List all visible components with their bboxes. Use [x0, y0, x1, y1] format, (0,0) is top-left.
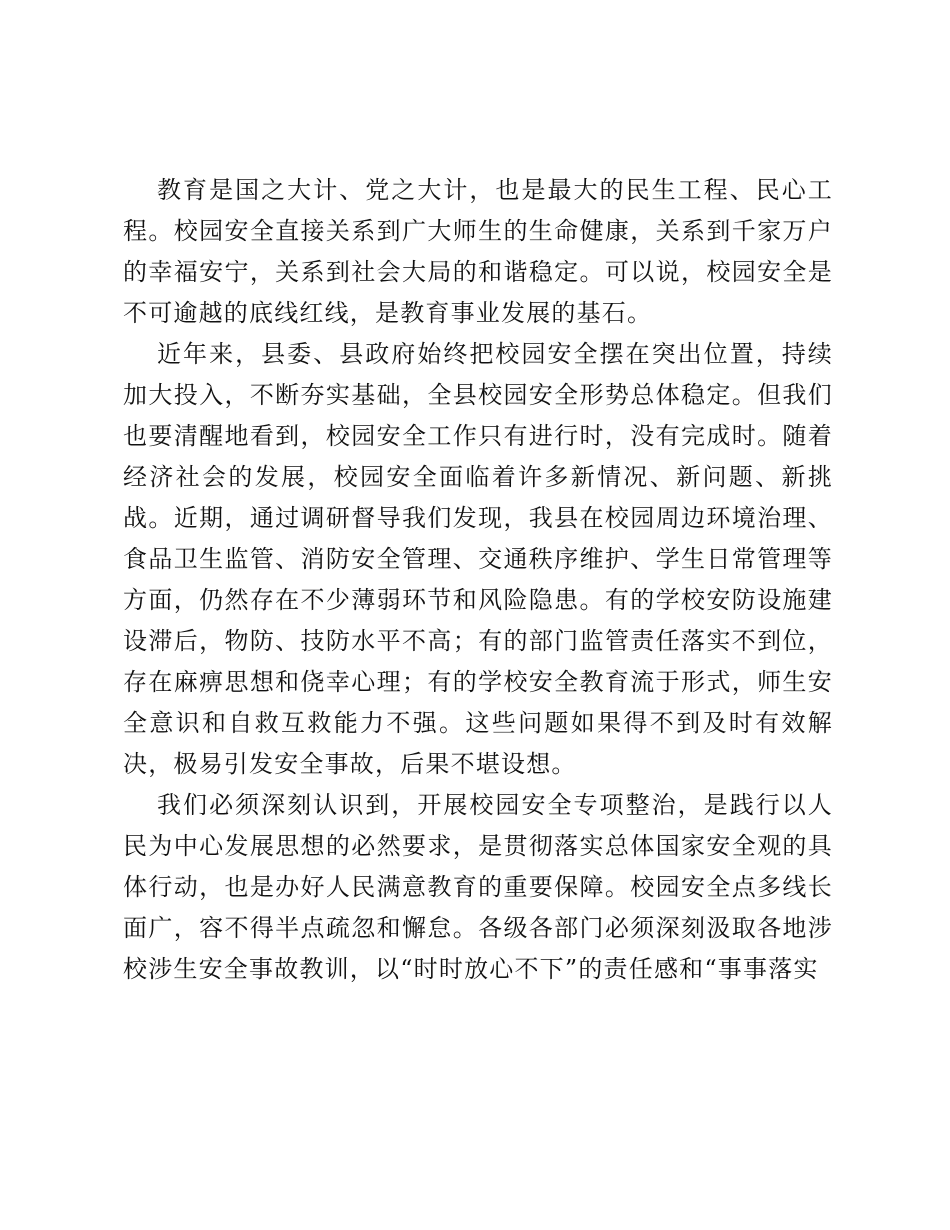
document-body [123, 170, 833, 990]
paragraph-2: 近年来，县委、县政府始终把校园安全摆在突出位置，持续加大投入，不断夯实基础，全县校园安全形势总体稳定。但我们也要清醒地看到，校园安全工作只有进行时，没有完成时。随着经济社会的发展，校园安全面临着许多新情况、新问题、新挑战。近期，通过调研督导我们发现，我县在校园周边环境治理、食品卫生监管、消防安全管理、交通秩序维护、学生日常管理等方面，仍然存在不少薄弱环节和风险隐患。有的学校安防设施建设滞后，物防、技防水平不高；有的部门监管责任落实不到位，存在麻痹思想和侥幸心理；有的学校安全教育流于形式，师生安全意识和自救互救能力不强。这些问题如果得不到及时有效解决，极易引发安全事故，后果不堪设想。 [123, 340, 833, 778]
paragraph-3: 我们必须深刻认识到，开展校园安全专项整治，是践行以人民为中心发展思想的必然要求，是贯彻落实总体国家安全观的具体行动，也是办好人民满意教育的重要保障。校园安全点多线长面广，容不得半点疏忽和懈怠。各级各部门必须深刻汲取各地涉校涉生安全事故教训，以“时时放心不下”的责任感和“事事落实 [123, 791, 833, 983]
paragraph-1: 教育是国之大计、党之大计，也是最大的民生工程、民心工程。校园安全直接关系到广大师生的生命健康，关系到千家万户的幸福安宁，关系到社会大局的和谐稳定。可以说，校园安全是不可逾越的底线红线，是教育事业发展的基石。 [123, 176, 833, 327]
